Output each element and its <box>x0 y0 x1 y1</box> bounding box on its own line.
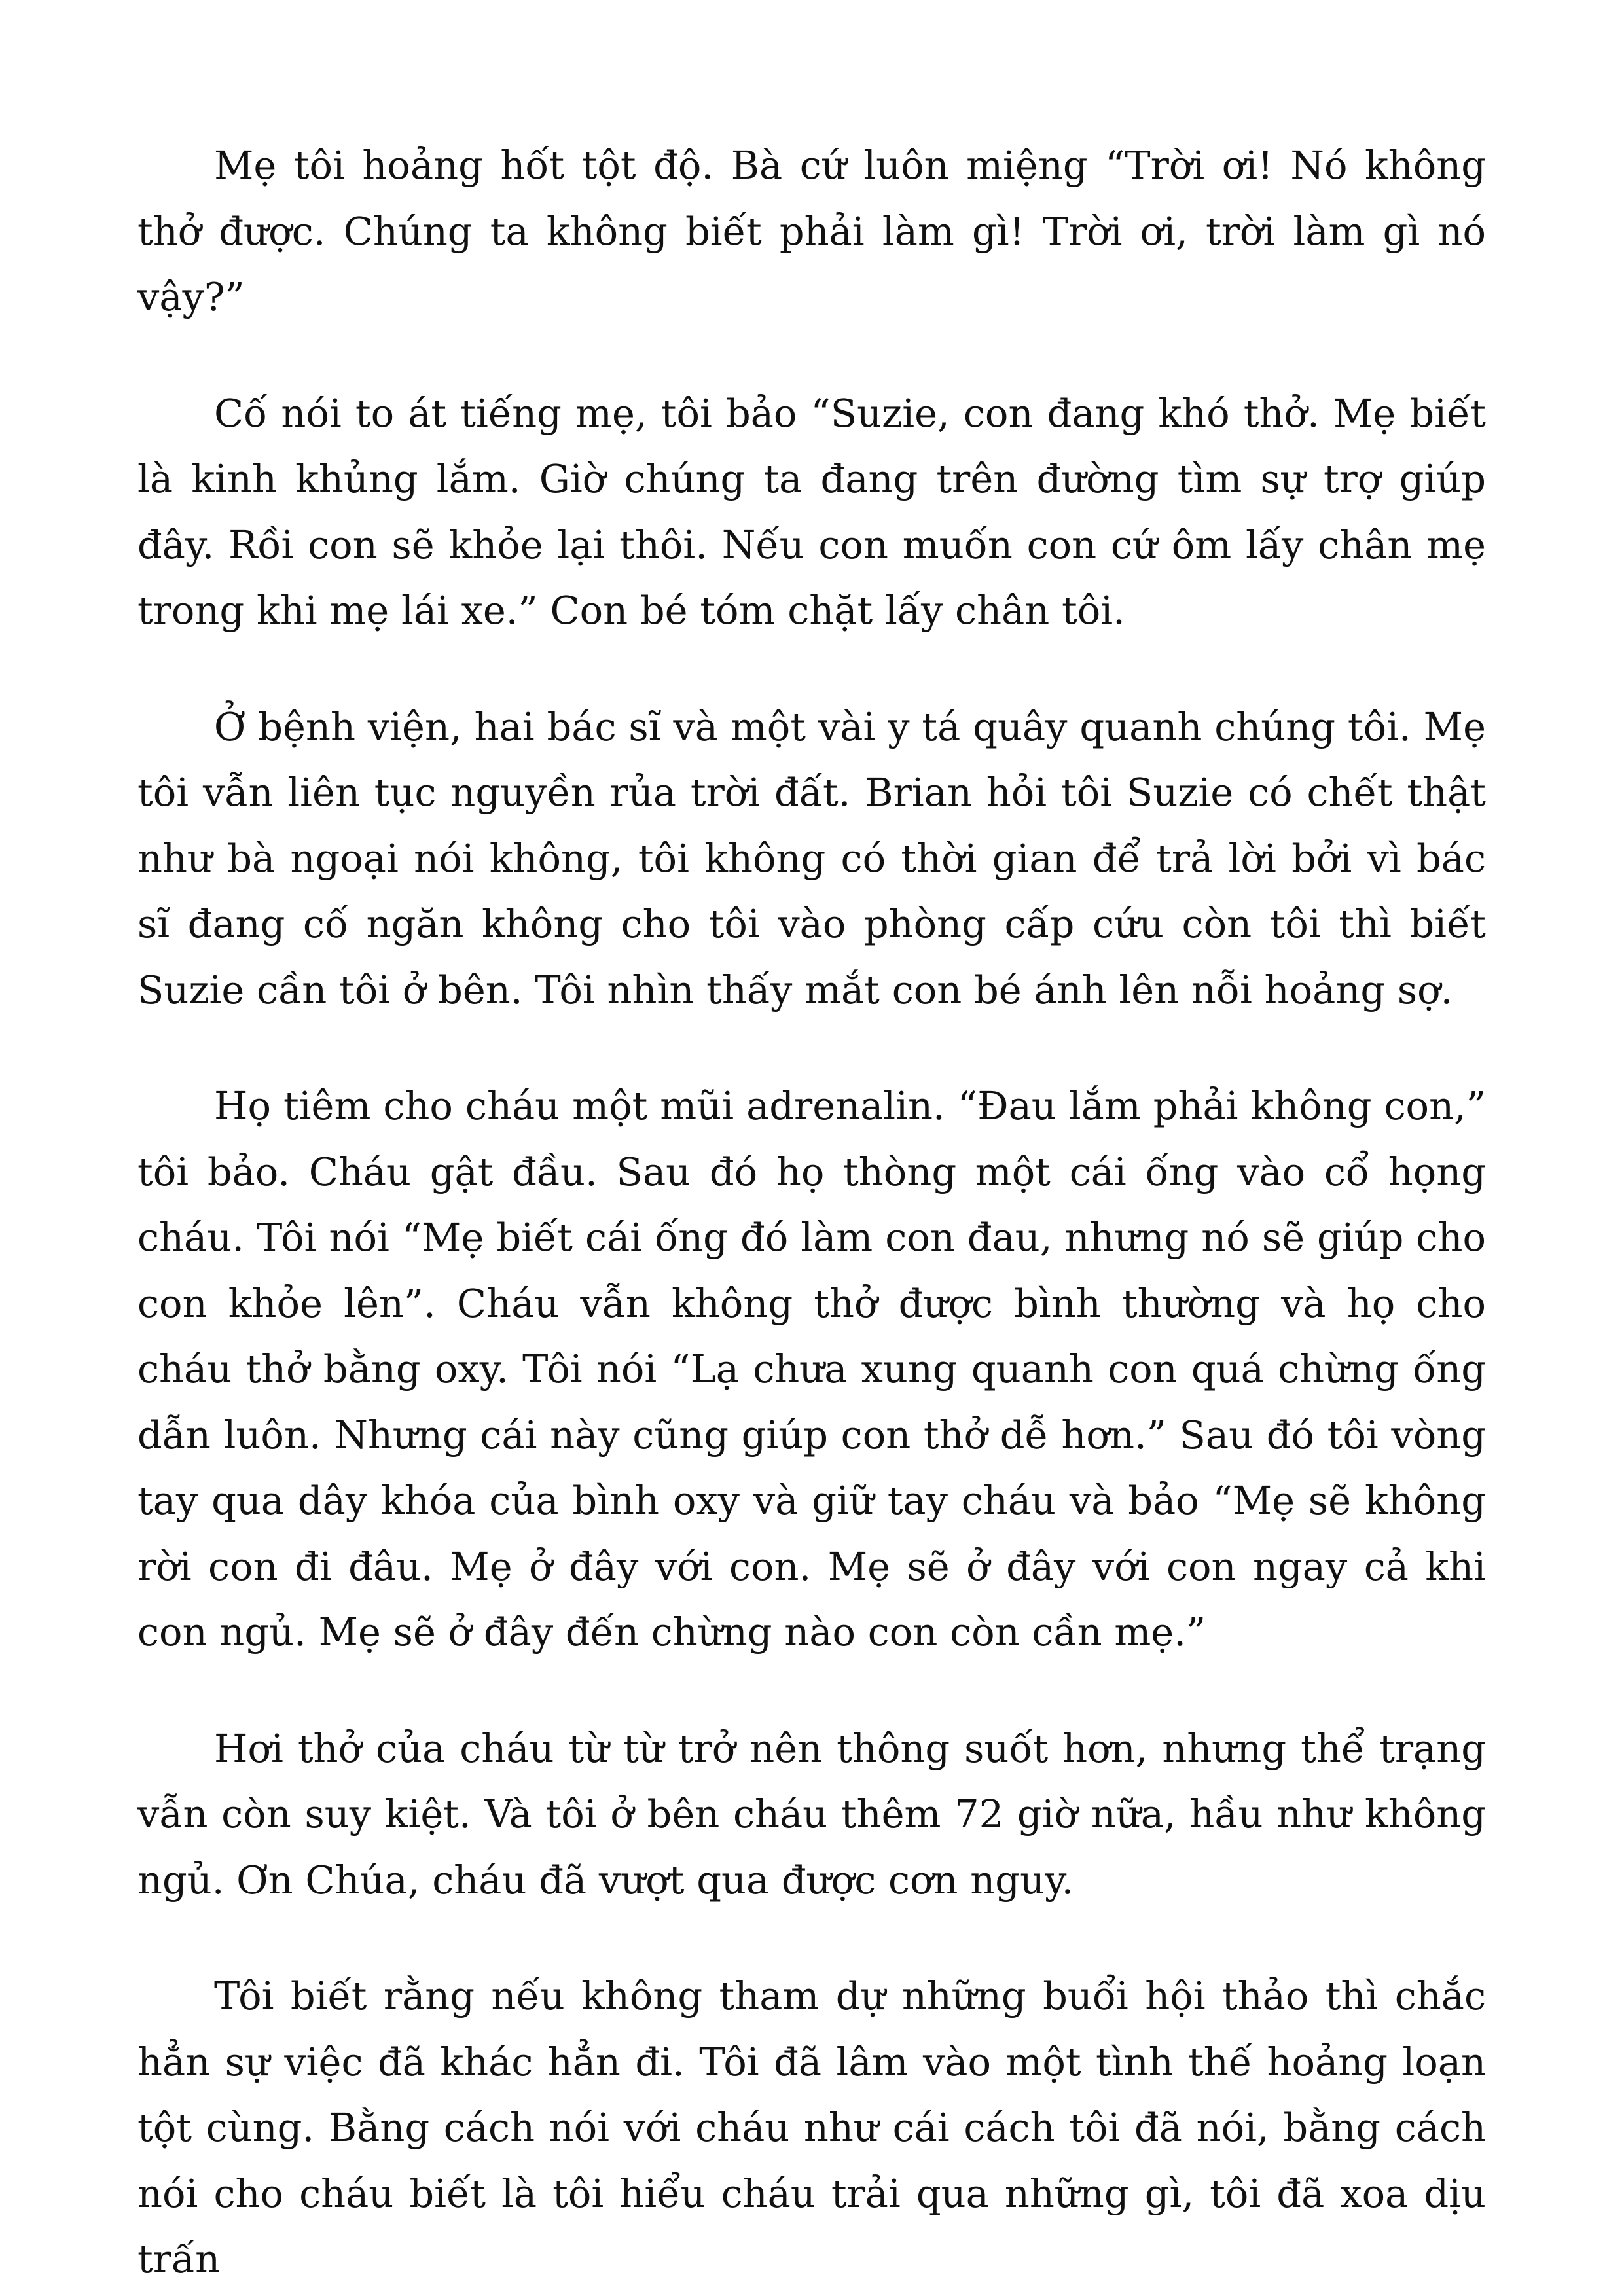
paragraph-calming-suzie: Cố nói to át tiếng mẹ, tôi bảo “Suzie, con đang khó thở. Mẹ biết là kinh khủng lắm. Giờ chúng ta đang trên đường tìm sự trợ giúp đây. Rồi con sẽ khỏe lại thôi. Nếu con muốn con cứ ôm lấy chân mẹ trong khi mẹ lái xe.” Con bé tóm chặt lấy chân tôi. <box>137 390 1486 633</box>
paragraph-reflection: Tôi biết rằng nếu không tham dự những buổi hội thảo thì chắc hẳn sự việc đã khác hẳn đi. Tôi đã lâm vào một tình thế hoảng loạn tột cùng. Bằng cách nói với cháu như cái cách tôi đã nói, bằng cách nói cho cháu biết là tôi hiểu cháu trải qua những gì, tôi đã xoa dịu trấn <box>137 1973 1486 2282</box>
paragraph-hospital: Ở bệnh viện, hai bác sĩ và một vài y tá quây quanh chúng tôi. Mẹ tôi vẫn liên tục nguyền rủa trời đất. Brian hỏi tôi Suzie có chết thật như bà ngoại nói không, tôi không có thời gian để trả lời bởi vì bác sĩ đang cố ngăn không cho tôi vào phòng cấp cứu còn tôi thì biết Suzie cần tôi ở bên. Tôi nhìn thấy mắt con bé ánh lên nỗi hoảng sợ. <box>137 704 1486 1013</box>
document-page <box>137 133 1486 2293</box>
paragraph-treatment: Họ tiêm cho cháu một mũi adrenalin. “Đau lắm phải không con,” tôi bảo. Cháu gật đầu. Sau đó họ thòng một cái ống vào cổ họng cháu. Tôi nói “Mẹ biết cái ống đó làm con đau, nhưng nó sẽ giúp cho con khỏe lên”. Cháu vẫn không thở được bình thường và họ cho cháu thở bằng oxy. Tôi nói “Lạ chưa xung quanh con quá chừng ống dẫn luôn. Nhưng cái này cũng giúp con thở dễ hơn.” Sau đó tôi vòng tay qua dây khóa của bình oxy và giữ tay cháu và bảo “Mẹ sẽ không rời con đi đâu. Mẹ ở đây với con. Mẹ sẽ ở đây với con ngay cả khi con ngủ. Mẹ sẽ ở đây đến chừng nào con còn cần mẹ.” <box>137 1083 1486 1655</box>
paragraph-recovery: Hơi thở của cháu từ từ trở nên thông suốt hơn, nhưng thể trạng vẫn còn suy kiệt. Và tôi ở bên cháu thêm 72 giờ nữa, hầu như không ngủ. Ơn Chúa, cháu đã vượt qua được cơn nguy. <box>137 1725 1486 1903</box>
paragraph-grandmother-panic: Mẹ tôi hoảng hốt tột độ. Bà cứ luôn miệng “Trời ơi! Nó không thở được. Chúng ta không biết phải làm gì! Trời ơi, trời làm gì nó vậy?” <box>137 143 1486 319</box>
